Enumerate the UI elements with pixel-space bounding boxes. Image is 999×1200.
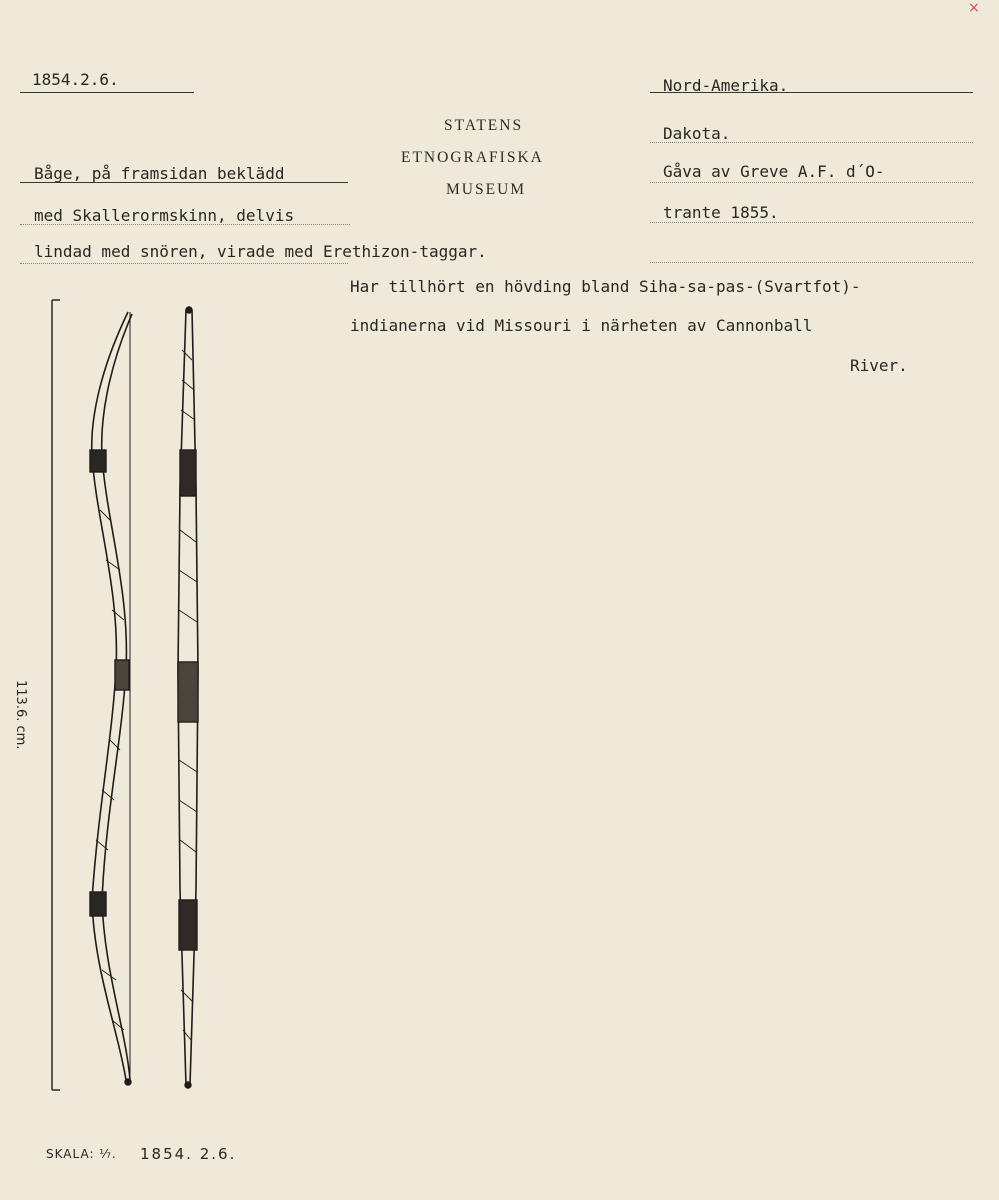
bow-drawing <box>40 290 220 1120</box>
museum-name-line2: ETNOGRAFISKA <box>401 149 544 166</box>
tribe-field: Dakota. <box>663 124 731 143</box>
description-line1: Båge, på framsidan beklädd <box>34 164 285 183</box>
notes-line2: indianerna vid Missouri i närheten av Cannonball <box>350 316 813 335</box>
description-dotted-line2 <box>20 224 350 225</box>
description-underline1 <box>20 182 348 183</box>
region-underline <box>650 92 973 93</box>
museum-name-line1: STATENS <box>444 117 524 134</box>
region-field: Nord-Amerika. <box>663 76 789 95</box>
description-line2: med Skallerormskinn, delvis <box>34 206 295 225</box>
bow-side-outer <box>92 312 128 1080</box>
donor-line1: Gåva av Greve A.F. d´O- <box>663 162 885 181</box>
bow-side-inner <box>102 314 132 1080</box>
donor-dotted-line1 <box>650 182 973 183</box>
donor-dotted-line2 <box>650 222 973 223</box>
description-line3: lindad med snören, virade med Erethizon-taggar. <box>34 242 487 261</box>
scale-label: SKALA: ⅐. <box>46 1147 117 1161</box>
catalog-number: 1854.2.6. <box>32 70 119 89</box>
scale-catalog-number: 1854. 2.6. <box>140 1145 237 1163</box>
catalog-number-underline <box>20 92 194 93</box>
blank-dotted-line <box>650 262 973 263</box>
donor-line2: trante 1855. <box>663 203 779 222</box>
red-cross-mark: × <box>968 0 980 16</box>
notes-line1: Har tillhört en hövding bland Siha-sa-pas-(Svartfot)- <box>350 277 861 296</box>
description-dotted-line3 <box>20 263 348 264</box>
notes-line3: River. <box>850 356 908 375</box>
museum-name-line3: MUSEUM <box>446 181 527 198</box>
measure-label: 113.6. cm. <box>13 680 28 750</box>
tribe-dotted-line <box>650 142 973 143</box>
